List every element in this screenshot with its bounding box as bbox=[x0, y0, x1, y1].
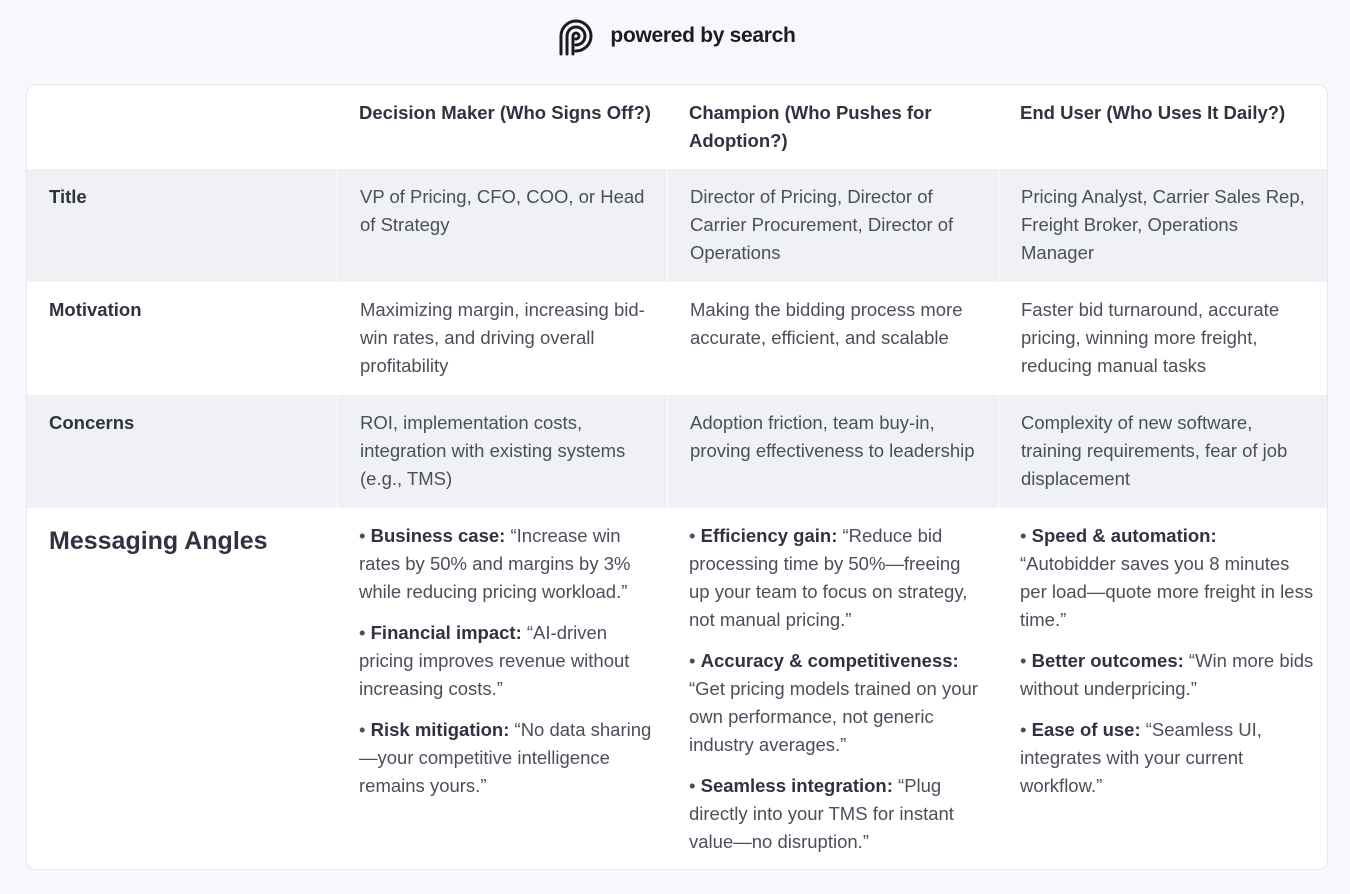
table-cell bbox=[998, 395, 1328, 508]
list-item: • Accuracy & competitiveness: “Get pricing models trained on your own performance, not generic industry averages.” bbox=[689, 650, 978, 755]
cell-text: Adoption friction, team buy-in, proving effectiveness to leadership bbox=[690, 412, 975, 461]
header-cell-end-user bbox=[998, 85, 1328, 169]
bullet-text: “Get pricing models trained on your own performance, not generic industry averages.” bbox=[689, 678, 978, 755]
list-item: • Ease of use: “Seamless UI, integrates with your current workflow.” bbox=[1020, 719, 1262, 796]
fingerprint-p-logo-icon bbox=[554, 14, 598, 58]
bullet-title: Business case: bbox=[370, 525, 506, 546]
table-row-title bbox=[27, 169, 1328, 282]
bullet-title: Better outcomes: bbox=[1031, 650, 1184, 671]
bullet-title: Efficiency gain: bbox=[700, 525, 838, 546]
table-cell bbox=[998, 282, 1328, 395]
cell-text: Director of Pricing, Director of Carrier Procurement, Director of Operations bbox=[690, 186, 954, 263]
bullet-text: “No data sharing—your competitive intelligence remains yours.” bbox=[359, 719, 652, 796]
messaging-cell-champion bbox=[667, 508, 998, 870]
column-heading: Decision Maker (Who Signs Off?) bbox=[359, 102, 651, 123]
bullet-text: “AI-driven pricing improves revenue without increasing costs.” bbox=[359, 622, 630, 699]
row-label-cell bbox=[27, 169, 337, 282]
messaging-cell-end-user bbox=[998, 508, 1328, 870]
bullet-title: Seamless integration: bbox=[700, 775, 893, 796]
bullet-text: “Reduce bid processing time by 50%—freeing up your team to focus on strategy, not manual pricing.” bbox=[689, 525, 968, 630]
table-cell bbox=[337, 395, 667, 508]
row-label: Concerns bbox=[49, 412, 135, 433]
list-item: • Business case: “Increase win rates by 50% and margins by 3% while reducing pricing workload.” bbox=[359, 525, 631, 602]
table-cell bbox=[337, 282, 667, 395]
column-heading: Champion (Who Pushes for Adoption?) bbox=[689, 102, 932, 151]
cell-text: VP of Pricing, CFO, COO, or Head of Strategy bbox=[360, 186, 645, 235]
list-item: • Seamless integration: “Plug directly into your TMS for instant value—no disruption.” bbox=[689, 775, 954, 852]
header-cell-decision-maker bbox=[337, 85, 667, 169]
cell-text: ROI, implementation costs, integration with existing systems (e.g., TMS) bbox=[360, 412, 626, 489]
row-label: Motivation bbox=[49, 299, 142, 320]
table-cell bbox=[998, 169, 1328, 282]
cell-text: Complexity of new software, training requirements, fear of job displacement bbox=[1021, 412, 1288, 489]
bullet-title: Accuracy & competitiveness: bbox=[700, 650, 959, 671]
header-cell-champion bbox=[667, 85, 998, 169]
bullet-text: “Seamless UI, integrates with your current workflow.” bbox=[1020, 719, 1262, 796]
row-label: Messaging Angles bbox=[49, 527, 268, 555]
brand-header bbox=[0, 14, 1350, 58]
table-row-motivation bbox=[27, 282, 1328, 395]
messaging-cell-decision-maker bbox=[337, 508, 667, 870]
row-label-cell bbox=[27, 508, 337, 870]
bullet-text: “Plug directly into your TMS for instant value—no disruption.” bbox=[689, 775, 954, 852]
brand-name: powered by search bbox=[610, 24, 796, 47]
table-header-row bbox=[27, 85, 1328, 169]
table-cell bbox=[667, 169, 998, 282]
bullet-text: “Autobidder saves you 8 minutes per load—quote more freight in less time.” bbox=[1020, 553, 1314, 630]
row-label-cell bbox=[27, 395, 337, 508]
bullet-text: “Increase win rates by 50% and margins by 3% while reducing pricing workload.” bbox=[359, 525, 631, 602]
cell-text: Faster bid turnaround, accurate pricing, winning more freight, reducing manual tasks bbox=[1021, 299, 1280, 376]
cell-text: Pricing Analyst, Carrier Sales Rep, Freight Broker, Operations Manager bbox=[1021, 186, 1305, 263]
persona-table bbox=[26, 84, 1328, 870]
list-item: • Risk mitigation: “No data sharing—your competitive intelligence remains yours.” bbox=[359, 719, 652, 796]
table-cell bbox=[667, 282, 998, 395]
bullet-title: Financial impact: bbox=[370, 622, 522, 643]
list-item: • Financial impact: “AI-driven pricing improves revenue without increasing costs.” bbox=[359, 622, 630, 699]
bullet-text: “Win more bids without underpricing.” bbox=[1020, 650, 1314, 699]
bullet-title: Risk mitigation: bbox=[370, 719, 510, 740]
row-label-cell bbox=[27, 282, 337, 395]
list-item: • Speed & automation: “Autobidder saves you 8 minutes per load—quote more freight in less time.” bbox=[1020, 525, 1314, 630]
table-row-messaging-angles bbox=[27, 508, 1328, 870]
bullet-title: Speed & automation: bbox=[1031, 525, 1217, 546]
list-item: • Efficiency gain: “Reduce bid processing time by 50%—freeing up your team to focus on strategy, not manual pricing.” bbox=[689, 525, 968, 630]
header-cell-empty bbox=[27, 85, 337, 169]
cell-text: Maximizing margin, increasing bid-win rates, and driving overall profitability bbox=[360, 299, 645, 376]
column-heading: End User (Who Uses It Daily?) bbox=[1020, 102, 1286, 123]
table-cell bbox=[337, 169, 667, 282]
row-label: Title bbox=[49, 186, 87, 207]
list-item: • Better outcomes: “Win more bids without underpricing.” bbox=[1020, 650, 1314, 699]
table-cell bbox=[667, 395, 998, 508]
table-row-concerns bbox=[27, 395, 1328, 508]
cell-text: Making the bidding process more accurate, efficient, and scalable bbox=[690, 299, 963, 348]
bullet-title: Ease of use: bbox=[1031, 719, 1141, 740]
